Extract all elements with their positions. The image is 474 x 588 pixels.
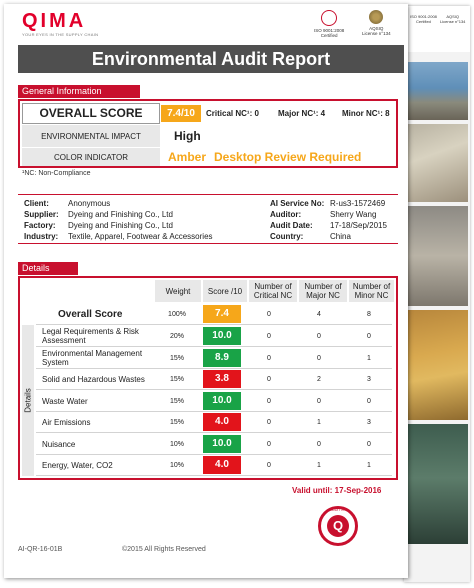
field-label: Audit Date: bbox=[270, 221, 313, 230]
row-divider bbox=[36, 346, 392, 347]
category-weight: 20% bbox=[169, 332, 184, 340]
site-photo bbox=[406, 424, 468, 544]
field-label: Supplier: bbox=[24, 210, 59, 219]
critical-nc-value: 0 bbox=[267, 310, 271, 318]
row-divider bbox=[36, 389, 392, 390]
overall-score-row bbox=[36, 304, 392, 324]
detail-row bbox=[36, 369, 392, 389]
field-value: China bbox=[330, 232, 351, 241]
field-value: Anonymous bbox=[68, 199, 111, 208]
major-nc-header: Number of Major NC bbox=[299, 280, 347, 302]
category-weight: 15% bbox=[169, 354, 184, 362]
category-score: 4.0 bbox=[203, 413, 241, 431]
field-label: Industry: bbox=[24, 232, 59, 241]
field-label: Country: bbox=[270, 232, 304, 241]
client-info-table bbox=[24, 198, 398, 242]
general-info-tab: General Information bbox=[18, 85, 140, 98]
category-name: Overall Score bbox=[58, 308, 123, 320]
detail-row bbox=[36, 348, 392, 368]
major-nc-value: 0 bbox=[317, 440, 321, 448]
overall-score-label: OVERALL SCORE bbox=[22, 103, 160, 124]
client-info-row bbox=[24, 209, 398, 220]
major-nc-value: 1 bbox=[317, 418, 321, 426]
critical-nc-value: 0 bbox=[267, 461, 271, 469]
category-score: 8.9 bbox=[203, 349, 241, 367]
category-weight: 10% bbox=[169, 440, 184, 448]
category-score: 4.0 bbox=[203, 456, 241, 474]
major-nc-value: 1 bbox=[317, 461, 321, 469]
overall-score-row bbox=[22, 103, 394, 124]
stamp-text: AUDIT BY bbox=[329, 508, 347, 512]
critical-nc-value: 0 bbox=[267, 354, 271, 362]
site-photo bbox=[406, 310, 468, 420]
back-cert-iso: ISO 9001:2008 Certified bbox=[410, 14, 437, 24]
nc-footnote: ¹NC: Non-Compliance bbox=[22, 170, 91, 177]
overall-score-value: 7.4/10 bbox=[161, 105, 201, 122]
critical-nc-value: 0 bbox=[267, 332, 271, 340]
field-label: Client: bbox=[24, 199, 49, 208]
minor-nc-value: 1 bbox=[367, 461, 371, 469]
score-header: Score /10 bbox=[203, 280, 247, 302]
iso-cert-badge: ISO 9001:2008 Certified bbox=[314, 10, 344, 38]
field-value: Dyeing and Finishing Co., Ltd bbox=[68, 221, 173, 230]
back-cert-aqsiq: AQSIQ License n°134 bbox=[440, 14, 466, 24]
critical-nc-header: Number of Critical NC bbox=[249, 280, 297, 302]
category-name: Environmental Management System bbox=[42, 349, 143, 367]
audit-stamp-icon bbox=[318, 506, 358, 546]
minor-nc-value: 0 bbox=[367, 332, 371, 340]
field-value: Sherry Wang bbox=[330, 210, 377, 219]
detail-row bbox=[36, 412, 392, 432]
minor-nc-count: Minor NC¹: 8 bbox=[342, 109, 390, 118]
category-name: Legal Requirements & Risk Assessment bbox=[42, 327, 139, 345]
aqsiq-cert-badge: AQSIQ License n°134 bbox=[362, 10, 391, 36]
general-info-box bbox=[18, 99, 398, 168]
color-indicator-row bbox=[22, 148, 394, 166]
aqsiq-seal-icon bbox=[369, 10, 383, 24]
category-weight: 100% bbox=[168, 310, 186, 318]
category-score: 10.0 bbox=[203, 327, 241, 345]
category-weight: 15% bbox=[169, 418, 184, 426]
minor-nc-value: 1 bbox=[367, 354, 371, 362]
critical-nc-value: 0 bbox=[267, 375, 271, 383]
major-nc-value: 0 bbox=[317, 397, 321, 405]
major-nc-value: 2 bbox=[317, 375, 321, 383]
field-value: Dyeing and Finishing Co., Ltd bbox=[68, 210, 173, 219]
divider bbox=[18, 194, 398, 195]
impact-value: High bbox=[174, 129, 201, 143]
document-code: AI-QR-16-01B bbox=[18, 546, 63, 553]
details-table bbox=[18, 276, 398, 480]
stamp-letter: Q bbox=[327, 515, 349, 537]
color-indicator-label: COLOR INDICATOR bbox=[22, 148, 160, 166]
major-nc-value: 0 bbox=[317, 332, 321, 340]
category-score: 10.0 bbox=[203, 435, 241, 453]
iso-seal-icon bbox=[321, 10, 337, 26]
minor-nc-value: 3 bbox=[367, 375, 371, 383]
qima-logo: QIMA YOUR EYES IN THE SUPPLY CHAIN bbox=[22, 10, 99, 37]
minor-nc-value: 0 bbox=[367, 397, 371, 405]
category-weight: 15% bbox=[169, 397, 184, 405]
detail-row bbox=[36, 326, 392, 346]
category-name: Waste Water bbox=[42, 396, 88, 406]
field-label: Factory: bbox=[24, 221, 56, 230]
client-info-row bbox=[24, 231, 398, 242]
category-score: 7.4 bbox=[203, 305, 241, 323]
critical-nc-value: 0 bbox=[267, 440, 271, 448]
detail-row bbox=[36, 434, 392, 454]
field-label: Auditor: bbox=[270, 210, 302, 219]
impact-label: ENVIRONMENTAL IMPACT bbox=[22, 125, 160, 147]
review-status: Desktop Review Required bbox=[214, 150, 362, 164]
field-value: Textile, Apparel, Footwear & Accessories bbox=[68, 232, 213, 241]
copyright: ©2015 All Rights Reserved bbox=[122, 546, 206, 553]
category-name: Air Emissions bbox=[42, 417, 91, 427]
minor-nc-value: 3 bbox=[367, 418, 371, 426]
major-nc-count: Major NC¹: 4 bbox=[278, 109, 326, 118]
critical-nc-value: 0 bbox=[267, 418, 271, 426]
field-label: AI Service No: bbox=[270, 199, 325, 208]
impact-row bbox=[22, 125, 394, 147]
field-value: R-us3-1572469 bbox=[330, 199, 386, 208]
site-photo bbox=[406, 206, 468, 306]
site-photo bbox=[406, 62, 468, 120]
field-value: 17-18/Sep/2015 bbox=[330, 221, 387, 230]
major-nc-value: 0 bbox=[317, 354, 321, 362]
valid-until: Valid until: 17-Sep-2016 bbox=[292, 486, 382, 495]
category-score: 3.8 bbox=[203, 370, 241, 388]
detail-row bbox=[36, 391, 392, 411]
client-info-row bbox=[24, 198, 398, 209]
divider bbox=[18, 243, 398, 244]
details-side-label: Details bbox=[22, 325, 34, 476]
weight-header: Weight bbox=[155, 280, 201, 302]
category-weight: 15% bbox=[169, 375, 184, 383]
site-photo bbox=[406, 124, 468, 202]
category-name: Energy, Water, CO2 bbox=[42, 460, 113, 470]
category-weight: 10% bbox=[169, 461, 184, 469]
row-divider bbox=[36, 324, 392, 325]
minor-nc-value: 8 bbox=[367, 310, 371, 318]
row-divider bbox=[36, 475, 392, 476]
critical-nc-value: 0 bbox=[267, 397, 271, 405]
category-name: Solid and Hazardous Wastes bbox=[42, 374, 145, 384]
row-divider bbox=[36, 432, 392, 433]
major-nc-value: 4 bbox=[317, 310, 321, 318]
category-score: 10.0 bbox=[203, 392, 241, 410]
report-title: Environmental Audit Report bbox=[18, 45, 404, 73]
detail-row bbox=[36, 455, 392, 475]
category-name: Nuisance bbox=[42, 439, 76, 449]
minor-nc-header: Number of Minor NC bbox=[349, 280, 394, 302]
minor-nc-value: 0 bbox=[367, 440, 371, 448]
details-tab: Details bbox=[18, 262, 78, 275]
critical-nc-count: Critical NC¹: 0 bbox=[206, 109, 259, 118]
client-info-row bbox=[24, 220, 398, 231]
color-indicator-value: Amber bbox=[168, 150, 207, 164]
